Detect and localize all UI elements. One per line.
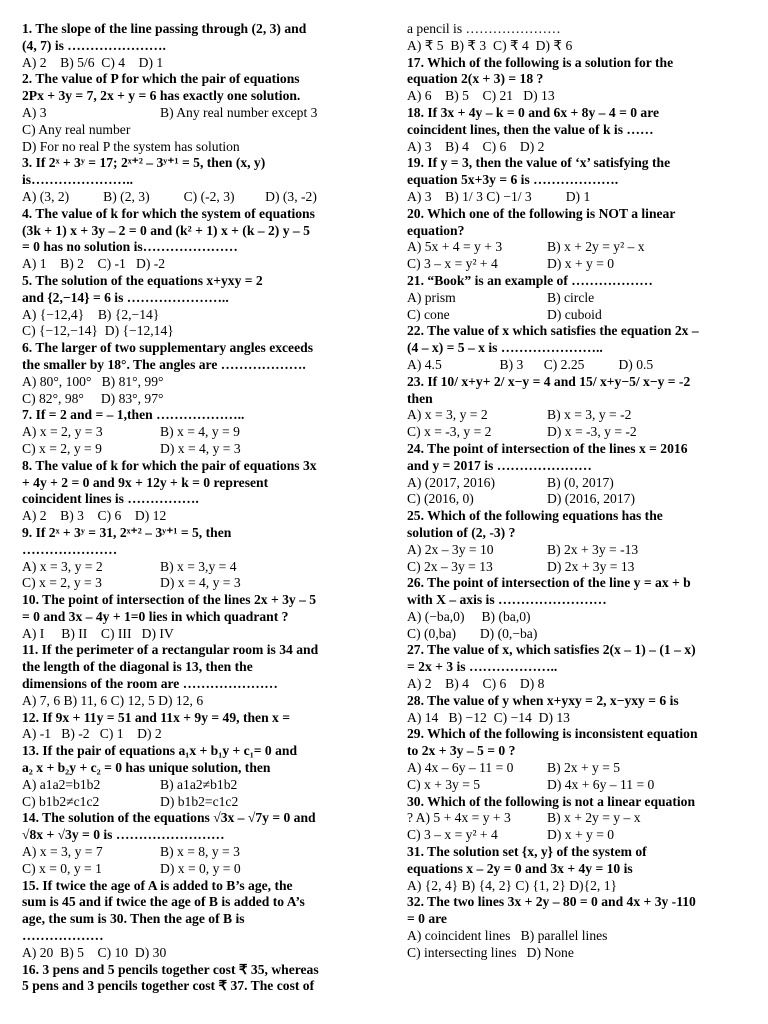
question-block bbox=[22, 592, 380, 642]
option-row bbox=[407, 256, 752, 273]
options-line: A) 20 B) 5 C) 10 D) 30 bbox=[22, 944, 167, 960]
option: A) x = 3, y = 2 bbox=[407, 407, 488, 423]
question-text: (4 – x) = 5 – x is ………………….. bbox=[407, 340, 603, 356]
option: C) 2x – 3y = 13 bbox=[407, 558, 493, 574]
question-text: equations x – 2y = 0 and 3x + 4y = 10 is bbox=[407, 860, 633, 876]
question-block bbox=[407, 726, 752, 793]
question-text: the smaller by 18°. The angles are ………………. bbox=[22, 356, 306, 372]
question-text: 5. The solution of the equations x+yxy = 2 bbox=[22, 272, 263, 288]
question-text: and y = 2017 is ………………… bbox=[407, 457, 592, 473]
options-line: C) Any real number bbox=[22, 121, 131, 137]
option-row bbox=[22, 575, 380, 592]
options-line: A) 2 B) 4 C) 6 D) 8 bbox=[407, 676, 545, 692]
option: ? A) 5 + 4x = y + 3 bbox=[407, 810, 511, 826]
question-block bbox=[407, 844, 752, 894]
question-text: then bbox=[407, 390, 433, 406]
question-text: 13. If the pair of equations a₁x + b₁y + c₁= 0 and bbox=[22, 743, 298, 759]
question-text: = 0 has no solution is………………… bbox=[22, 239, 238, 255]
question-text: age, the sum is 30. Then the age of B is bbox=[22, 911, 245, 927]
question-block bbox=[22, 155, 380, 205]
option: B) 2x + y = 5 bbox=[547, 760, 621, 776]
option: A) 3 bbox=[22, 104, 47, 120]
option: B) 2x + 3y = -13 bbox=[547, 541, 639, 557]
option: A) 4x – 6y – 11 = 0 bbox=[407, 760, 514, 776]
question-text: dimensions of the room are ………………… bbox=[22, 676, 278, 692]
question-block bbox=[22, 878, 380, 962]
question-text: 3. If 2ˣ + 3ʸ = 17; 2ˣ⁺² – 3ʸ⁺¹ = 5, then (x, y) bbox=[22, 155, 266, 171]
question-text: 8. The value of k for which the pair of equations 3x bbox=[22, 457, 317, 473]
option: D) cuboid bbox=[547, 306, 602, 322]
option: B) x + 2y = y – x bbox=[547, 810, 641, 826]
option-row bbox=[22, 777, 380, 794]
question-text: 6. The larger of two supplementary angles exceeds bbox=[22, 340, 313, 356]
options-line: A) ₹ 5 B) ₹ 3 C) ₹ 4 D) ₹ 6 bbox=[407, 37, 573, 53]
options-line: A) 6 B) 5 C) 21 D) 13 bbox=[407, 88, 555, 104]
question-text: 9. If 2ˣ + 3ʸ = 31, 2ˣ⁺² – 3ʸ⁺¹ = 5, then bbox=[22, 524, 232, 540]
question-text: 27. The value of x, which satisfies 2(x – 1) – (1 – x) bbox=[407, 642, 696, 658]
question-block bbox=[407, 21, 752, 55]
options-line: D) For no real P the system has solution bbox=[22, 138, 240, 154]
option: C) x = 2, y = 3 bbox=[22, 575, 102, 591]
question-block bbox=[407, 273, 752, 323]
question-text: 15. If twice the age of A is added to B’s age, the bbox=[22, 877, 293, 893]
option-row bbox=[407, 542, 752, 559]
question-block bbox=[407, 575, 752, 642]
question-text: 26. The point of intersection of the line y = ax + b bbox=[407, 575, 691, 591]
option: A) x = 2, y = 3 bbox=[22, 424, 103, 440]
question-text: 25. Which of the following equations has the bbox=[407, 508, 663, 524]
option-row bbox=[22, 559, 380, 576]
options-line: A) 7, 6 B) 11, 6 C) 12, 5 D) 12, 6 bbox=[22, 692, 204, 708]
options-line: A) 3 B) 4 C) 6 D) 2 bbox=[407, 138, 545, 154]
option: B) a1a2≠b1b2 bbox=[160, 776, 238, 792]
question-text: 14. The solution of the equations √3x – √7y = 0 and bbox=[22, 810, 316, 826]
question-text: √8x + √3y = 0 is …………………… bbox=[22, 827, 225, 843]
options-line: A) 80°, 100° B) 81°, 99° bbox=[22, 373, 164, 389]
question-text: coincident lines is ……………. bbox=[22, 491, 199, 507]
question-block bbox=[22, 525, 380, 592]
question-text: 5 pens and 3 pencils together cost ₹ 37. The cost of bbox=[22, 978, 315, 994]
question-text: 2Px + 3y = 7, 2x + y = 6 has exactly one solution. bbox=[22, 88, 301, 104]
option: D) x = -3, y = -2 bbox=[547, 424, 637, 440]
question-block bbox=[407, 508, 752, 575]
question-block bbox=[407, 155, 752, 205]
option: B) x = 8, y = 3 bbox=[160, 844, 240, 860]
options-line: A) 14 B) −12 C) −14 D) 13 bbox=[407, 709, 570, 725]
options-line: A) 1 B) 2 C) -1 D) -2 bbox=[22, 256, 166, 272]
options-line: A) -1 B) -2 C) 1 D) 2 bbox=[22, 726, 162, 742]
question-text: = 0 and 3x – 4y + 1=0 lies in which quadrant ? bbox=[22, 608, 289, 624]
options-line: A) (−ba,0) B) (ba,0) bbox=[407, 608, 531, 624]
options-line: A) 2 B) 5/6 C) 4 D) 1 bbox=[22, 54, 164, 70]
question-block bbox=[22, 962, 380, 996]
option-row bbox=[407, 239, 752, 256]
question-text: 17. Which of the following is a solution for the bbox=[407, 54, 674, 70]
options-line: A) I B) II C) III D) IV bbox=[22, 625, 174, 641]
question-block bbox=[407, 105, 752, 155]
question-text: 22. The value of x which satisfies the equation 2x – bbox=[407, 323, 699, 339]
question-text: 24. The point of intersection of the lines x = 2016 bbox=[407, 440, 688, 456]
options-line: C) 82°, 98° D) 83°, 97° bbox=[22, 390, 164, 406]
question-text: 23. If 10/ x+y+ 2/ x−y = 4 and 15/ x+y−5/ x−y = -2 bbox=[407, 373, 691, 389]
option: B) Any real number except 3 bbox=[160, 104, 318, 120]
question-block bbox=[407, 693, 752, 727]
option: B) x = 3, y = -2 bbox=[547, 407, 632, 423]
question-text: is………………….. bbox=[22, 172, 134, 188]
option: C) x = 0, y = 1 bbox=[22, 860, 102, 876]
question-text: 11. If the perimeter of a rectangular room is 34 and bbox=[22, 642, 319, 658]
option-row bbox=[22, 441, 380, 458]
options-line: C) {−12,−14} D) {−12,14} bbox=[22, 323, 174, 339]
question-text: + 4y + 2 = 0 and 9x + 12y + k = 0 represent bbox=[22, 474, 269, 490]
option: D) x = 4, y = 3 bbox=[160, 575, 241, 591]
option: C) x = 2, y = 9 bbox=[22, 440, 102, 456]
question-block bbox=[22, 71, 380, 155]
question-text: ………………… bbox=[22, 541, 118, 557]
question-text: sum is 45 and if twice the age of B is added to A’s bbox=[22, 894, 305, 910]
option-row bbox=[407, 810, 752, 827]
question-text: with X – axis is …………………… bbox=[407, 592, 607, 608]
question-block bbox=[22, 407, 380, 457]
option: C) x + 3y = 5 bbox=[407, 776, 481, 792]
option: B) x = 3,y = 4 bbox=[160, 558, 237, 574]
options-line: A) (3, 2) B) (2, 3) C) (-2, 3) D) (3, -2) bbox=[22, 188, 317, 204]
question-block bbox=[407, 206, 752, 273]
options-line: C) intersecting lines D) None bbox=[407, 944, 574, 960]
question-text: 10. The point of intersection of the lines 2x + 3y – 5 bbox=[22, 592, 317, 608]
option-row bbox=[407, 559, 752, 576]
question-text: equation 5x+3y = 6 is ………………. bbox=[407, 172, 619, 188]
option: B) x = 4, y = 9 bbox=[160, 424, 240, 440]
question-block bbox=[22, 206, 380, 273]
options-line: A) 2 B) 3 C) 6 D) 12 bbox=[22, 508, 167, 524]
option: C) 3 – x = y² + 4 bbox=[407, 256, 498, 272]
question-block bbox=[407, 374, 752, 441]
question-text: equation? bbox=[407, 222, 465, 238]
question-block bbox=[407, 441, 752, 508]
question-text: 21. “Book” is an example of ……………… bbox=[407, 272, 653, 288]
option-row bbox=[22, 844, 380, 861]
option: C) b1b2≠c1c2 bbox=[22, 793, 100, 809]
question-block bbox=[22, 642, 380, 709]
question-block bbox=[407, 323, 752, 373]
options-line: A) {2, 4} B) {4, 2} C) {1, 2} D){2, 1} bbox=[407, 877, 618, 893]
question-text: 29. Which of the following is inconsistent equation bbox=[407, 726, 698, 742]
option-row bbox=[407, 491, 752, 508]
options-line: C) (0,ba) D) (0,−ba) bbox=[407, 625, 538, 641]
option: A) (2017, 2016) bbox=[407, 474, 495, 490]
question-text: 7. If = 2 and = – 1,then ……………….. bbox=[22, 407, 245, 423]
options-line: A) {−12,4} B) {2,−14} bbox=[22, 306, 160, 322]
question-block bbox=[407, 55, 752, 105]
question-block bbox=[22, 21, 380, 71]
question-block bbox=[22, 458, 380, 525]
option: A) 5x + 4 = y + 3 bbox=[407, 239, 503, 255]
option-row bbox=[22, 861, 380, 878]
option-row bbox=[407, 777, 752, 794]
right-column bbox=[407, 21, 752, 962]
question-text: 19. If y = 3, then the value of ‘x’ satisfying the bbox=[407, 155, 671, 171]
question-text: 12. If 9x + 11y = 51 and 11x + 9y = 49, then x = bbox=[22, 709, 290, 725]
question-text: 20. Which one of the following is NOT a linear bbox=[407, 205, 676, 221]
option: A) x = 3, y = 2 bbox=[22, 558, 103, 574]
option: B) circle bbox=[547, 289, 595, 305]
question-block bbox=[407, 894, 752, 961]
question-text: 4. The value of k for which the system of equations bbox=[22, 205, 315, 221]
question-text: 18. If 3x + 4y – k = 0 and 6x + 8y – 4 = 0 are bbox=[407, 104, 660, 120]
option: D) (2016, 2017) bbox=[547, 491, 635, 507]
question-text: the length of the diagonal is 13, then the bbox=[22, 659, 253, 675]
question-block bbox=[407, 642, 752, 692]
option: D) x = 4, y = 3 bbox=[160, 440, 241, 456]
option-row bbox=[407, 290, 752, 307]
option: D) x + y = 0 bbox=[547, 256, 615, 272]
option-row bbox=[407, 424, 752, 441]
option: D) x + y = 0 bbox=[547, 827, 615, 843]
option: D) 4x + 6y – 11 = 0 bbox=[547, 776, 655, 792]
option: B) (0, 2017) bbox=[547, 474, 614, 490]
option-row bbox=[407, 475, 752, 492]
question-block bbox=[22, 810, 380, 877]
question-block bbox=[407, 794, 752, 844]
option: C) x = -3, y = 2 bbox=[407, 424, 492, 440]
question-text: (4, 7) is …………………. bbox=[22, 37, 166, 53]
question-text: a pencil is ………………… bbox=[407, 21, 561, 36]
question-text: (3k + 1) x + 3y – 2 = 0 and (k² + 1) x + (k – 2) y – 5 bbox=[22, 222, 310, 238]
option-row bbox=[22, 794, 380, 811]
option: D) b1b2=c1c2 bbox=[160, 793, 239, 809]
question-text: = 0 are bbox=[407, 911, 447, 927]
option-row bbox=[22, 424, 380, 441]
option: C) 3 – x = y² + 4 bbox=[407, 827, 498, 843]
question-text: a₂ x + b₂y + c₂ = 0 has unique solution, then bbox=[22, 760, 271, 776]
left-column bbox=[22, 21, 380, 995]
question-text: 2. The value of P for which the pair of equations bbox=[22, 71, 300, 87]
question-text: 1. The slope of the line passing through (2, 3) and bbox=[22, 21, 307, 36]
option: A) x = 3, y = 7 bbox=[22, 844, 103, 860]
question-block bbox=[22, 273, 380, 340]
question-block bbox=[22, 710, 380, 744]
option: D) 2x + 3y = 13 bbox=[547, 558, 635, 574]
question-text: 28. The value of y when x+yxy = 2, x−yxy = 6 is bbox=[407, 692, 679, 708]
question-text: to 2x + 3y – 5 = 0 ? bbox=[407, 743, 516, 759]
question-text: 32. The two lines 3x + 2y – 80 = 0 and 4x + 3y -110 bbox=[407, 894, 696, 910]
question-text: = 2x + 3 is ……………….. bbox=[407, 659, 558, 675]
question-text: solution of (2, -3) ? bbox=[407, 524, 516, 540]
option-row bbox=[407, 760, 752, 777]
question-block bbox=[22, 340, 380, 407]
option: C) cone bbox=[407, 306, 450, 322]
question-text: 31. The solution set {x, y} of the system of bbox=[407, 844, 647, 860]
option-row bbox=[407, 307, 752, 324]
option: A) 2x – 3y = 10 bbox=[407, 541, 494, 557]
option-row bbox=[407, 407, 752, 424]
options-line: A) 4.5 B) 3 C) 2.25 D) 0.5 bbox=[407, 356, 654, 372]
option: A) a1a2=b1b2 bbox=[22, 776, 101, 792]
option-row bbox=[22, 105, 380, 122]
option: A) prism bbox=[407, 289, 456, 305]
question-text: coincident lines, then the value of k is …… bbox=[407, 121, 654, 137]
question-text: ……………… bbox=[22, 928, 104, 944]
options-line: A) 3 B) 1/ 3 C) −1/ 3 D) 1 bbox=[407, 188, 591, 204]
question-text: 16. 3 pens and 5 pencils together cost ₹ 35, whereas bbox=[22, 961, 319, 977]
options-line: A) coincident lines B) parallel lines bbox=[407, 928, 608, 944]
question-block bbox=[22, 743, 380, 810]
question-text: 30. Which of the following is not a linear equation bbox=[407, 793, 696, 809]
question-text: equation 2(x + 3) = 18 ? bbox=[407, 71, 544, 87]
question-text: and {2,−14} = 6 is ………………….. bbox=[22, 289, 229, 305]
option: D) x = 0, y = 0 bbox=[160, 860, 241, 876]
option: B) x + 2y = y² – x bbox=[547, 239, 645, 255]
option-row bbox=[407, 827, 752, 844]
option: C) (2016, 0) bbox=[407, 491, 474, 507]
